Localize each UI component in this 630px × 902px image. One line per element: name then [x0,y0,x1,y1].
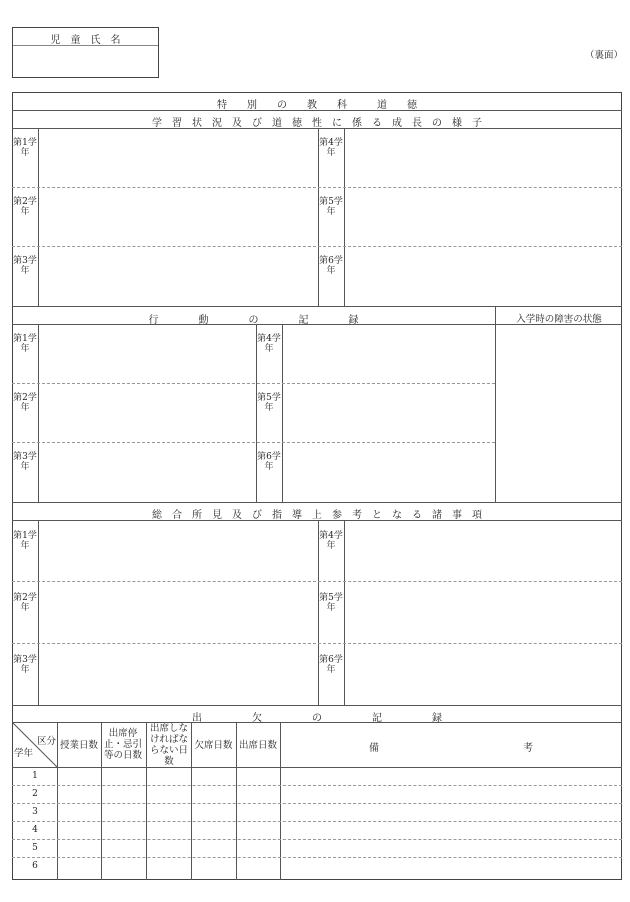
header-suspension-days: 出席停止・忌引等の日数 [103,728,142,761]
page-side-label: （裏面） [585,50,624,61]
attendance-row-3[interactable] [58,804,621,821]
header-absent-days: 欠席日数 [194,740,233,751]
disability-title: 入学時の障害の状態 [516,314,602,325]
comprehensive-entry-grade-2[interactable] [39,582,318,643]
behavior-grade-6-label: 第6学年 [257,452,281,472]
behavior-entry-grade-5[interactable] [283,384,495,442]
comprehensive-grade-2-label: 第2学年 [13,593,37,613]
moral-grade-3-label: 第3学年 [13,256,37,276]
attendance-row-2-grade: 2 [32,789,38,799]
moral-grade-5-label: 第5学年 [319,197,343,217]
moral-entry-grade-3[interactable] [39,247,318,305]
student-name-label: 児 童 氏 名 [50,35,121,46]
behavior-grade-4-label: 第4学年 [257,334,281,354]
moral-subtitle: 学 習 状 況 及 び 道 徳 性 に 係 る 成 長 の 様 子 [152,118,482,129]
comprehensive-grade-1-label: 第1学年 [13,531,37,551]
attendance-row-5-grade: 5 [32,843,38,853]
attendance-row-1-grade: 1 [32,771,38,781]
attendance-row-1[interactable] [58,768,621,785]
header-class-days: 授業日数 [59,740,98,751]
moral-entry-grade-2[interactable] [39,188,318,246]
behavior-entry-grade-3[interactable] [39,443,256,501]
header-remarks-2: 考 [523,743,533,754]
moral-grade-6-label: 第6学年 [319,256,343,276]
grade-label: 学年 [14,748,34,759]
comprehensive-grade-6-label: 第6学年 [319,655,343,675]
comprehensive-grade-5-label: 第5学年 [319,593,343,613]
behavior-title: 行 動 の 記 録 [148,315,359,326]
header-remarks-1: 備 [369,743,379,754]
attendance-row-4[interactable] [58,822,621,839]
attendance-row-5[interactable] [58,840,621,857]
comprehensive-grade-4-label: 第4学年 [319,531,343,551]
attendance-row-2[interactable] [58,786,621,803]
moral-grade-2-label: 第2学年 [13,197,37,217]
behavior-entry-grade-4[interactable] [283,325,495,383]
moral-entry-grade-1[interactable] [39,129,318,187]
attendance-title: 出 欠 の 記 録 [192,713,442,724]
behavior-grade-1-label: 第1学年 [13,334,37,354]
comprehensive-grade-3-label: 第3学年 [13,655,37,675]
moral-grade-1-label: 第1学年 [13,138,37,158]
comprehensive-entry-grade-3[interactable] [39,644,318,705]
attendance-row-6[interactable] [58,858,621,879]
moral-grade-4-label: 第4学年 [319,138,343,158]
comprehensive-entry-grade-4[interactable] [345,521,621,581]
header-required-days: 出席しなければならない日数 [149,723,188,767]
attendance-row-3-grade: 3 [32,807,38,817]
behavior-entry-grade-2[interactable] [39,384,256,442]
behavior-entry-grade-6[interactable] [283,443,495,501]
category-label: 区分 [37,736,57,747]
attendance-row-6-grade: 6 [32,861,38,871]
moral-section-title: 特 別 の 教 科 道 徳 [217,100,417,111]
moral-entry-grade-5[interactable] [345,188,621,246]
header-present-days: 出席日数 [238,740,277,751]
comprehensive-entry-grade-6[interactable] [345,644,621,705]
comprehensive-entry-grade-1[interactable] [39,521,318,581]
disability-entry[interactable] [496,325,621,501]
behavior-entry-grade-1[interactable] [39,325,256,383]
behavior-grade-5-label: 第5学年 [257,393,281,413]
behavior-grade-3-label: 第3学年 [13,452,37,472]
attendance-row-4-grade: 4 [32,825,38,835]
moral-entry-grade-4[interactable] [345,129,621,187]
behavior-grade-2-label: 第2学年 [13,393,37,413]
comprehensive-entry-grade-5[interactable] [345,582,621,643]
moral-entry-grade-6[interactable] [345,247,621,305]
comprehensive-title: 総 合 所 見 及 び 指 導 上 参 考 と な る 諸 事 項 [152,510,482,521]
student-name-field[interactable] [13,47,158,77]
